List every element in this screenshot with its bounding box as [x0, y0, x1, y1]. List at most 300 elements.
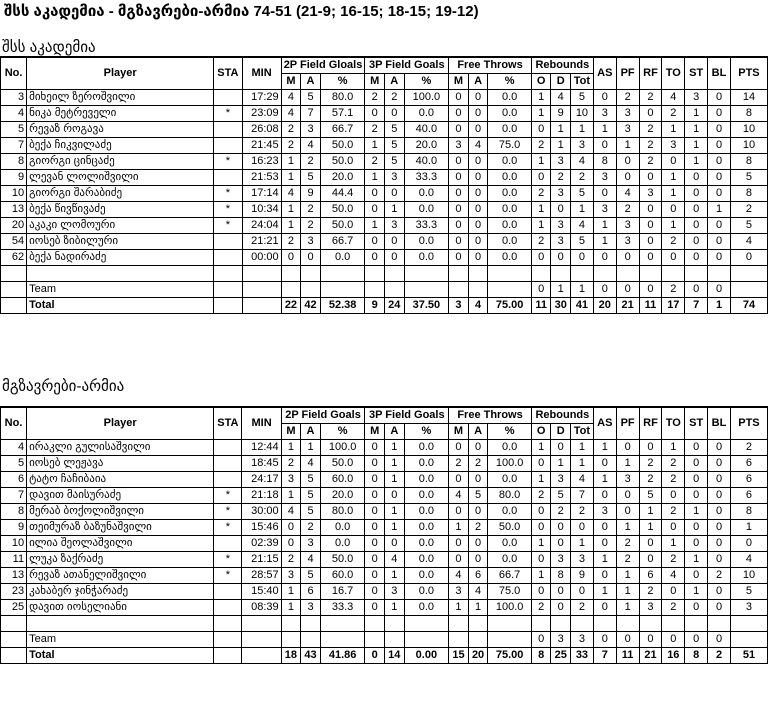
stat-fg2a: 5	[301, 472, 321, 488]
empty-cell	[639, 266, 662, 282]
player-minutes: 15:40	[242, 584, 281, 600]
player-name: რევაზ ათანელიშვილი	[27, 568, 214, 584]
stat-ftp: 0.0	[488, 440, 532, 456]
team-row-empty-cell	[404, 632, 449, 648]
stat-o: 0	[531, 504, 551, 520]
player-number: 5	[1, 122, 27, 138]
total-stat-d: 25	[551, 648, 571, 664]
empty-cell	[404, 266, 449, 282]
stat-to: 1	[662, 440, 685, 456]
stat-tot: 5	[571, 234, 594, 250]
stat-pts: 8	[730, 106, 767, 122]
empty-cell	[708, 616, 731, 632]
col-as: AS	[593, 57, 616, 90]
col-ft-pct: %	[488, 74, 532, 90]
total-min-cell	[242, 648, 281, 664]
stat-to: 2	[662, 106, 685, 122]
stat-d: 3	[551, 154, 571, 170]
col-reb-tot: Tot	[571, 424, 594, 440]
stat-to: 1	[662, 186, 685, 202]
stat-st: 1	[685, 552, 708, 568]
team-row-empty-cell	[468, 282, 488, 298]
player-number: 10	[1, 536, 27, 552]
stat-tot: 2	[571, 504, 594, 520]
player-number: 4	[1, 440, 27, 456]
stat-ftm: 0	[449, 122, 469, 138]
stat-fg2a: 7	[301, 106, 321, 122]
stat-fg3a: 1	[385, 504, 405, 520]
stat-ftm: 0	[449, 440, 469, 456]
stat-ftm: 0	[449, 90, 469, 106]
stat-o: 1	[531, 440, 551, 456]
stat-fg3m: 0	[365, 234, 385, 250]
stat-fg2m: 0	[281, 520, 301, 536]
stat-as: 0	[593, 456, 616, 472]
stat-st: 1	[685, 106, 708, 122]
empty-cell	[685, 616, 708, 632]
stat-tot: 2	[571, 170, 594, 186]
total-stat-fg2a: 42	[301, 298, 321, 314]
stat-to: 3	[662, 138, 685, 154]
player-number: 3	[1, 90, 27, 106]
stat-tot: 10	[571, 106, 594, 122]
stat-ftp: 0.0	[488, 154, 532, 170]
player-name: ლევან ლოლიშვილი	[27, 170, 214, 186]
stat-to: 0	[662, 154, 685, 170]
stat-rf: 0	[639, 202, 662, 218]
stat-tot: 9	[571, 568, 594, 584]
team-row	[1, 632, 768, 648]
stat-st: 1	[685, 584, 708, 600]
player-row	[1, 584, 768, 600]
stat-pts: 1	[730, 520, 767, 536]
stat-fg2a: 2	[301, 520, 321, 536]
total-stat-rf: 21	[639, 648, 662, 664]
col-st: ST	[685, 407, 708, 440]
empty-cell	[27, 616, 214, 632]
team-row-empty-cell	[365, 632, 385, 648]
empty-cell	[531, 266, 551, 282]
stat-fg3a: 3	[384, 170, 404, 186]
stat-fg2a: 5	[301, 504, 321, 520]
stat-fg2m: 2	[281, 552, 301, 568]
stat-ftp: 50.0	[488, 520, 532, 536]
stat-as: 1	[593, 440, 616, 456]
stat-d: 9	[551, 106, 571, 122]
stat-fg2a: 2	[301, 202, 321, 218]
player-number: 54	[1, 234, 27, 250]
stat-o: 1	[531, 154, 551, 170]
col-ft-a: A	[468, 74, 488, 90]
total-stat-fg2a: 43	[301, 648, 321, 664]
col-sta: STA	[214, 407, 242, 440]
stat-d: 0	[551, 584, 571, 600]
stat-fg2p: 57.1	[320, 106, 365, 122]
stat-to: 1	[662, 536, 685, 552]
stat-pts: 0	[730, 536, 767, 552]
stat-fg3p: 0.0	[404, 600, 449, 616]
stat-pf: 1	[616, 138, 639, 154]
team-row-empty-cell	[320, 282, 365, 298]
stat-ftm: 0	[449, 472, 469, 488]
stat-fta: 4	[468, 138, 488, 154]
col-reb: Rebounds	[531, 57, 593, 74]
team-stat-o: 0	[531, 632, 551, 648]
stat-fg3m: 0	[365, 456, 385, 472]
stat-ftm: 0	[449, 202, 469, 218]
col-bl: BL	[708, 407, 731, 440]
stat-bl: 0	[708, 456, 731, 472]
stat-o: 1	[531, 472, 551, 488]
team-row	[1, 282, 768, 298]
stat-as: 0	[593, 138, 616, 154]
stat-rf: 0	[639, 234, 662, 250]
player-minutes: 21:18	[242, 488, 281, 504]
stat-as: 0	[593, 488, 616, 504]
stat-st: 1	[685, 504, 708, 520]
stat-to: 0	[662, 488, 685, 504]
team-stat-tot: 1	[571, 282, 594, 298]
box-score-table-team-1	[0, 56, 768, 314]
player-row	[1, 536, 768, 552]
stat-fg3a: 3	[385, 584, 405, 600]
stat-bl: 0	[708, 600, 731, 616]
stat-d: 1	[551, 138, 571, 154]
col-fg2-a: A	[301, 74, 321, 90]
total-no-cell	[1, 298, 27, 314]
col-player: Player	[27, 57, 214, 90]
empty-cell	[404, 616, 449, 632]
stat-st: 0	[685, 202, 708, 218]
stat-pf: 0	[616, 170, 639, 186]
stat-to: 2	[662, 456, 685, 472]
stat-fg3m: 0	[365, 600, 385, 616]
stat-fg3a: 0	[384, 234, 404, 250]
team-stat-as: 0	[593, 632, 616, 648]
player-row	[1, 154, 768, 170]
stat-ftm: 0	[449, 106, 469, 122]
stat-rf: 0	[639, 218, 662, 234]
stat-ftp: 0.0	[488, 106, 532, 122]
col-ft: Free Throws	[449, 407, 532, 424]
stat-rf: 0	[639, 106, 662, 122]
stat-ftp: 0.0	[488, 504, 532, 520]
stat-pf: 0	[616, 440, 639, 456]
stat-tot: 7	[571, 488, 594, 504]
stat-ftp: 0.0	[488, 186, 532, 202]
stat-fta: 4	[468, 584, 488, 600]
team-row-empty-cell	[488, 282, 532, 298]
stat-tot: 5	[571, 90, 594, 106]
stat-bl: 0	[708, 218, 731, 234]
stat-rf: 0	[639, 170, 662, 186]
empty-cell	[242, 266, 281, 282]
stat-as: 0	[593, 90, 616, 106]
stat-fg3m: 1	[365, 170, 385, 186]
stat-ftm: 0	[449, 218, 469, 234]
total-stat-fg2p: 52.38	[320, 298, 365, 314]
stat-fg3m: 1	[365, 138, 385, 154]
team-row-empty-cell	[468, 632, 488, 648]
stat-o: 2	[531, 488, 551, 504]
stat-st: 1	[685, 122, 708, 138]
stat-fg2m: 3	[281, 568, 301, 584]
stat-pf: 1	[616, 520, 639, 536]
stat-fg3p: 0.0	[404, 568, 449, 584]
stat-fg2p: 0.0	[320, 250, 365, 266]
player-number: 4	[1, 106, 27, 122]
stat-fg3p: 20.0	[404, 138, 449, 154]
stat-st: 0	[685, 568, 708, 584]
stat-st: 0	[685, 234, 708, 250]
total-stat-o: 11	[531, 298, 551, 314]
team-row-empty-cell	[365, 282, 385, 298]
stat-bl: 0	[708, 106, 731, 122]
stat-bl: 0	[708, 504, 731, 520]
col-fg3-a: A	[384, 74, 404, 90]
stat-fg3a: 2	[384, 90, 404, 106]
stat-fg2p: 50.0	[320, 138, 365, 154]
stat-fta: 0	[468, 186, 488, 202]
empty-cell	[551, 616, 571, 632]
col-fg2-m: M	[281, 424, 301, 440]
team-stat-rf: 0	[639, 282, 662, 298]
stat-ftm: 0	[449, 552, 469, 568]
player-name: ნიკა მეტრეველი	[27, 106, 214, 122]
empty-cell	[365, 616, 385, 632]
stat-fta: 0	[468, 440, 488, 456]
player-row	[1, 218, 768, 234]
stat-tot: 0	[571, 584, 594, 600]
total-stat-bl: 2	[708, 648, 731, 664]
empty-cell	[468, 616, 488, 632]
col-ft-a: A	[468, 424, 488, 440]
stat-fg3a: 0	[384, 250, 404, 266]
player-minutes: 00:00	[242, 250, 281, 266]
col-reb-d: D	[551, 424, 571, 440]
stat-d: 1	[551, 122, 571, 138]
stat-as: 1	[593, 234, 616, 250]
empty-cell	[662, 266, 685, 282]
stat-ftp: 80.0	[488, 488, 532, 504]
empty-cell	[449, 266, 469, 282]
player-name: თეიმურაზ ბაზუნაშვილი	[27, 520, 214, 536]
stat-fta: 0	[468, 536, 488, 552]
stat-st: 0	[685, 520, 708, 536]
empty-cell	[662, 616, 685, 632]
player-row	[1, 568, 768, 584]
stat-as: 3	[593, 106, 616, 122]
stat-ftp: 100.0	[488, 600, 532, 616]
player-minutes: 21:53	[242, 170, 281, 186]
stat-fg3p: 0.0	[404, 440, 449, 456]
stat-fg3p: 100.0	[404, 90, 449, 106]
team-stat-pf: 0	[616, 282, 639, 298]
stat-fta: 2	[468, 456, 488, 472]
col-player: Player	[27, 407, 214, 440]
player-starter-mark	[214, 138, 242, 154]
player-name: კახაბერ ჯინჭარაძე	[27, 584, 214, 600]
empty-cell	[301, 616, 321, 632]
team-stat-pf: 0	[616, 632, 639, 648]
stat-fg2m: 2	[281, 456, 301, 472]
player-starter-mark: *	[214, 552, 242, 568]
player-starter-mark: *	[214, 488, 242, 504]
player-starter-mark: *	[214, 520, 242, 536]
stat-d: 5	[551, 488, 571, 504]
total-stat-fg3a: 14	[385, 648, 405, 664]
stat-fg3p: 40.0	[404, 122, 449, 138]
stat-ftp: 75.0	[488, 584, 532, 600]
stat-fta: 0	[468, 122, 488, 138]
empty-cell	[616, 616, 639, 632]
total-min-cell	[242, 298, 281, 314]
empty-cell	[384, 266, 404, 282]
team-row-empty-cell	[385, 632, 405, 648]
stat-fg2m: 1	[281, 170, 301, 186]
total-sta-cell	[214, 648, 242, 664]
stat-st: 0	[685, 536, 708, 552]
stat-bl: 0	[708, 536, 731, 552]
stat-pf: 2	[616, 552, 639, 568]
stat-ftm: 0	[449, 536, 469, 552]
stat-fg3p: 40.0	[404, 154, 449, 170]
player-row	[1, 186, 768, 202]
team-row-empty-cell	[320, 632, 365, 648]
stat-fg2m: 2	[281, 234, 301, 250]
empty-cell	[531, 616, 551, 632]
stat-bl: 0	[708, 90, 731, 106]
stat-pts: 8	[730, 186, 767, 202]
stat-fg2m: 0	[281, 536, 301, 552]
stat-pts: 10	[730, 568, 767, 584]
stat-fg3p: 0.0	[404, 504, 449, 520]
player-starter-mark	[214, 122, 242, 138]
player-number: 7	[1, 138, 27, 154]
stat-ftp: 0.0	[488, 234, 532, 250]
total-stat-ftm: 3	[449, 298, 469, 314]
player-row	[1, 234, 768, 250]
stat-ftm: 1	[449, 600, 469, 616]
stat-st: 0	[685, 218, 708, 234]
empty-row	[1, 616, 768, 632]
stat-ftp: 0.0	[488, 90, 532, 106]
stat-to: 1	[662, 170, 685, 186]
stat-bl: 2	[708, 568, 731, 584]
stat-to: 4	[662, 568, 685, 584]
total-row	[1, 298, 768, 314]
empty-cell	[593, 616, 616, 632]
stat-fg3p: 0.0	[404, 234, 449, 250]
stat-tot: 5	[571, 186, 594, 202]
stat-rf: 2	[639, 138, 662, 154]
stat-to: 2	[662, 600, 685, 616]
stat-fg2p: 100.0	[320, 440, 365, 456]
stat-ftm: 0	[449, 170, 469, 186]
team-stat-bl: 0	[708, 632, 731, 648]
total-stat-fg3m: 0	[365, 648, 385, 664]
col-pf: PF	[616, 57, 639, 90]
stat-o: 1	[531, 568, 551, 584]
stat-fg2a: 4	[301, 138, 321, 154]
player-starter-mark	[214, 250, 242, 266]
stat-fg3m: 0	[365, 472, 385, 488]
stat-rf: 2	[639, 472, 662, 488]
player-starter-mark: *	[214, 202, 242, 218]
col-no: No.	[1, 57, 27, 90]
stat-to: 2	[662, 472, 685, 488]
stat-pf: 2	[616, 536, 639, 552]
stat-o: 0	[531, 250, 551, 266]
stat-fg2p: 60.0	[320, 568, 365, 584]
empty-cell	[685, 266, 708, 282]
team-row-empty-cell	[301, 282, 321, 298]
stat-fg2p: 50.0	[320, 218, 365, 234]
stat-st: 0	[685, 456, 708, 472]
stat-fta: 0	[468, 504, 488, 520]
stat-fg2p: 66.7	[320, 234, 365, 250]
player-name: გიორგი ცინცაძე	[27, 154, 214, 170]
empty-cell	[385, 616, 405, 632]
stat-rf: 1	[639, 520, 662, 536]
stat-as: 0	[593, 600, 616, 616]
col-ft-m: M	[449, 74, 469, 90]
stat-rf: 2	[639, 456, 662, 472]
player-number: 8	[1, 504, 27, 520]
empty-cell	[1, 266, 27, 282]
stat-to: 0	[662, 520, 685, 536]
player-minutes: 21:15	[242, 552, 281, 568]
stat-rf: 2	[639, 584, 662, 600]
stat-fg3p: 0.0	[404, 202, 449, 218]
stat-fg3m: 2	[365, 122, 385, 138]
stat-fg3a: 4	[385, 552, 405, 568]
empty-cell	[639, 616, 662, 632]
empty-cell	[593, 266, 616, 282]
total-stat-as: 20	[593, 298, 616, 314]
stat-d: 3	[551, 552, 571, 568]
team-stat-rf: 0	[639, 632, 662, 648]
stat-fg2a: 5	[301, 568, 321, 584]
stat-d: 3	[551, 186, 571, 202]
col-reb: Rebounds	[531, 407, 593, 424]
stat-fg3p: 0.0	[404, 250, 449, 266]
player-number: 6	[1, 472, 27, 488]
team-row-empty-cell	[384, 282, 404, 298]
empty-cell	[281, 616, 301, 632]
stat-o: 2	[531, 234, 551, 250]
stat-pf: 3	[616, 218, 639, 234]
stat-fta: 0	[468, 154, 488, 170]
player-row	[1, 520, 768, 536]
player-row	[1, 552, 768, 568]
stat-fg3m: 0	[365, 520, 385, 536]
stat-rf: 1	[639, 504, 662, 520]
player-number: 25	[1, 600, 27, 616]
stat-fg2m: 4	[281, 106, 301, 122]
player-name: მერაბ ბოქოლიშვილი	[27, 504, 214, 520]
stat-fg3m: 0	[365, 584, 385, 600]
stat-fg3a: 0	[385, 488, 405, 504]
team-stat-d: 3	[551, 632, 571, 648]
col-to: TO	[662, 407, 685, 440]
stat-as: 1	[593, 472, 616, 488]
col-ft-m: M	[449, 424, 469, 440]
total-stat-tot: 33	[571, 648, 594, 664]
player-name: გიორგი შარაბიძე	[27, 186, 214, 202]
stat-pts: 0	[730, 250, 767, 266]
total-stat-fg3p: 37.50	[404, 298, 449, 314]
